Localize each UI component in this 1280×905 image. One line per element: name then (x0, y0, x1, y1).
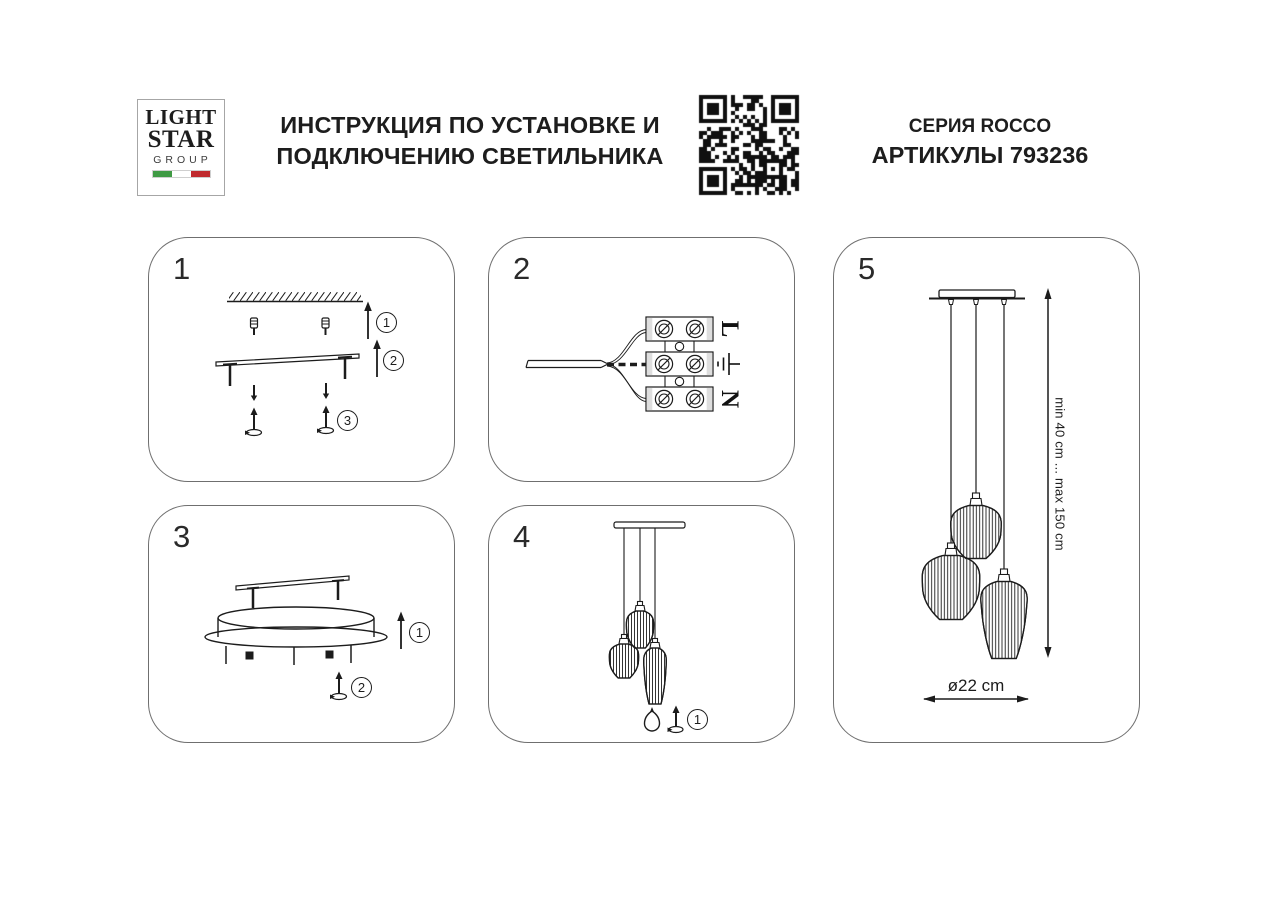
lampshade-icons (922, 493, 1027, 659)
mounting-bracket-icon (216, 354, 359, 386)
flag-red (191, 171, 210, 177)
canopy-icon (205, 607, 387, 665)
shade-assembly-diagram (489, 506, 796, 744)
lightstar-logo (137, 99, 225, 196)
series-name: СЕРИЯ ROCCO (908, 116, 1052, 137)
logo-word-light: LIGHT (145, 105, 217, 129)
screw-rotation-icon (245, 408, 262, 436)
ceiling-icon (227, 292, 363, 302)
step-panel-2 (488, 237, 795, 482)
qr-code-icon (696, 92, 802, 198)
terminal-label-neutral: N (716, 389, 743, 409)
bulb-icon (645, 707, 660, 731)
diameter-dimension-line (923, 696, 1029, 703)
product-info (855, 116, 1105, 168)
screw-rotation-icon (330, 672, 347, 700)
screw-down-icon (323, 383, 329, 399)
logo-word-group: GROUP (153, 154, 212, 166)
step-number-2: 2 (513, 251, 531, 286)
step-number-1: 1 (173, 251, 191, 286)
dowel-icon (251, 318, 258, 335)
screw-rotation-icon (317, 406, 334, 434)
canopy-mounting-diagram (149, 506, 456, 744)
mounting-bracket-icon (236, 576, 349, 608)
title-line-2: ПОДКЛЮЧЕНИЮ СВЕТИЛЬНИКА (276, 143, 664, 169)
fixture-dimensions-diagram (834, 238, 1141, 744)
ceiling-plate-icon (929, 290, 1025, 305)
step-panel-5 (833, 237, 1140, 743)
page-title (250, 110, 690, 172)
ceiling-plate-icon (614, 522, 685, 528)
step-panel-3 (148, 505, 455, 743)
step-badge: 2 (351, 677, 372, 698)
title-line-1: ИНСТРУКЦИЯ ПО УСТАНОВКЕ И (280, 112, 660, 138)
ceiling-bracket-diagram (149, 238, 456, 483)
power-cable-icon (526, 330, 646, 402)
arrow-up-icon (364, 302, 372, 340)
step-number-3: 3 (173, 519, 191, 554)
earth-ground-icon (718, 353, 740, 375)
article-number: АРТИКУЛЫ 793236 (871, 142, 1089, 168)
diameter-label: ø22 cm (947, 676, 1005, 695)
arrow-up-icon (397, 612, 405, 650)
step-badge: 3 (337, 410, 358, 431)
step-panel-4 (488, 505, 795, 743)
flag-green (153, 171, 172, 177)
logo-word-star: STAR (147, 126, 215, 153)
step-panel-1 (148, 237, 455, 482)
screw-down-icon (251, 385, 257, 401)
flag-white (172, 171, 191, 177)
terminal-label-line: L (716, 320, 743, 338)
wiring-diagram (489, 238, 796, 483)
step-badge: 1 (409, 622, 430, 643)
step-number-5: 5 (858, 251, 876, 286)
height-range-label: min 40 cm ... max 150 cm (1052, 397, 1068, 551)
step-badge: 1 (376, 312, 397, 333)
italian-flag-icon (152, 170, 211, 178)
step-number-4: 4 (513, 519, 531, 554)
terminal-block-icon (646, 317, 713, 411)
height-dimension-line (1045, 288, 1052, 658)
screw-rotation-icon (668, 706, 684, 733)
arrow-up-icon (373, 340, 381, 378)
step-badge: 1 (687, 709, 708, 730)
step-badge: 2 (383, 350, 404, 371)
dowel-icon (322, 318, 329, 335)
lampshade-icons (609, 602, 666, 705)
